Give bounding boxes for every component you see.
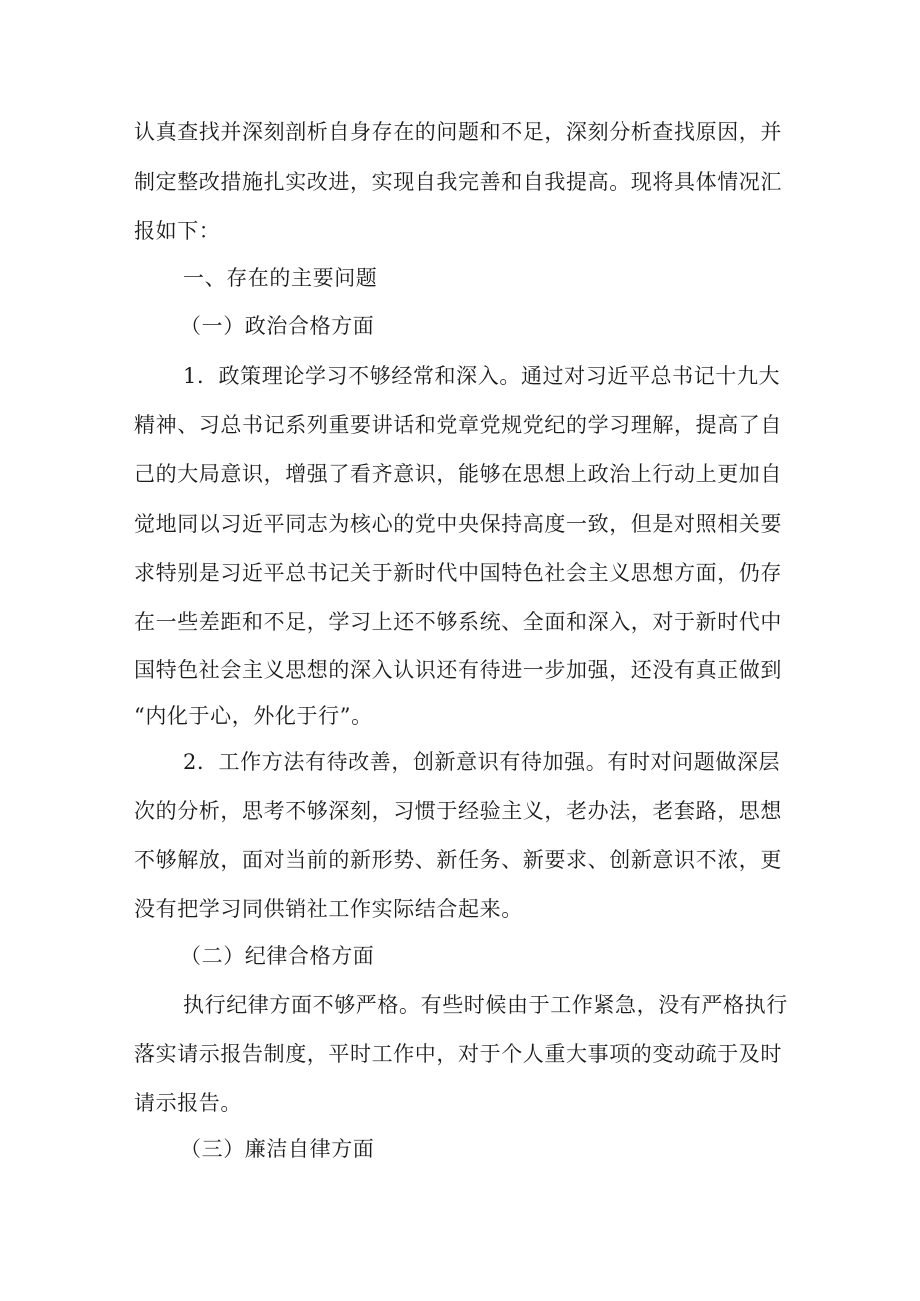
item1-line-1: 1．政策理论学习不够经常和深入。通过对习近平总书记十九大 bbox=[183, 364, 781, 388]
item2-line-3: 不够解放，面对当前的新形势、新任务、新要求、创新意识不浓，更 bbox=[134, 848, 782, 872]
subsection-heading-discipline: （二）纪律合格方面 bbox=[180, 944, 375, 968]
intro-line-2: 制定整改措施扎实改进，实现自我完善和自我提高。现将具体情况汇 bbox=[134, 170, 782, 194]
item1-line-4: 觉地同以习近平同志为核心的党中央保持高度一致，但是对照相关要 bbox=[134, 512, 782, 536]
section-heading: 一、存在的主要问题 bbox=[183, 266, 378, 290]
discipline-line-1: 执行纪律方面不够严格。有些时候由于工作紧急，没有严格执行 bbox=[183, 993, 788, 1017]
item1-line-7: 国特色社会主义思想的深入认识还有待进一步加强，还没有真正做到 bbox=[134, 658, 782, 682]
subsection-heading-integrity: （三）廉洁自律方面 bbox=[180, 1137, 375, 1161]
item1-line-6: 在一些差距和不足，学习上还不够系统、全面和深入，对于新时代中 bbox=[134, 610, 782, 634]
item2-line-1: 2．工作方法有待改善，创新意识有待加强。有时对问题做深层 bbox=[183, 750, 781, 774]
item2-line-2: 次的分析，思考不够深刻，习惯于经验主义，老办法，老套路，思想 bbox=[134, 799, 782, 823]
discipline-line-3: 请示报告。 bbox=[134, 1091, 242, 1115]
discipline-line-2: 落实请示报告制度，平时工作中，对于个人重大事项的变动疏于及时 bbox=[134, 1042, 782, 1066]
item1-line-3: 己的大局意识，增强了看齐意识，能够在思想上政治上行动上更加自 bbox=[134, 462, 782, 486]
item1-line-5: 求特别是习近平总书记关于新时代中国特色社会主义思想方面，仍存 bbox=[134, 561, 782, 585]
subsection-heading-political: （一）政治合格方面 bbox=[180, 314, 375, 338]
intro-line-1: 认真查找并深刻剖析自身存在的问题和不足，深刻分析查找原因，并 bbox=[134, 120, 782, 144]
item2-line-4: 没有把学习同供销社工作实际结合起来。 bbox=[134, 897, 523, 921]
intro-line-3: 报如下： bbox=[134, 219, 221, 243]
item1-line-8: “内化于心，外化于行”。 bbox=[134, 704, 373, 728]
item1-line-2: 精神、习总书记系列重要讲话和党章党规党纪的学习理解，提高了自 bbox=[134, 413, 782, 437]
